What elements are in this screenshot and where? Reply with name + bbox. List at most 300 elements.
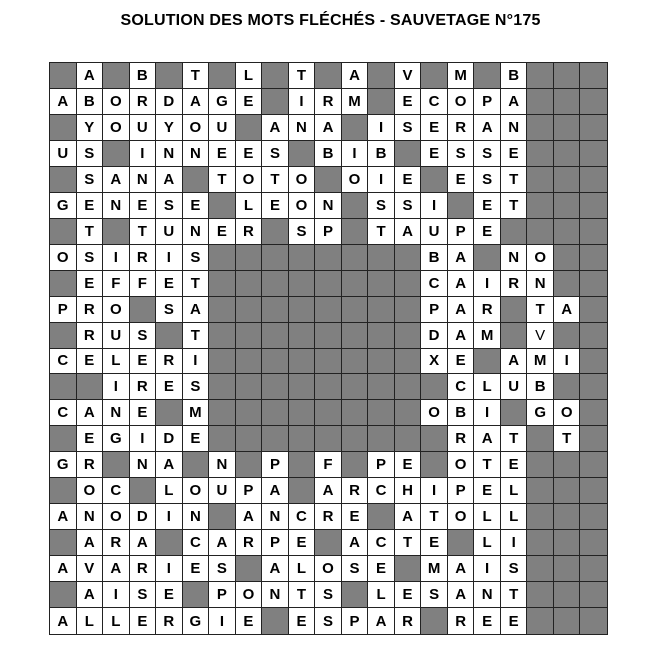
letter-cell: I: [368, 115, 395, 141]
letter-cell: A: [474, 115, 501, 141]
letter-cell: M: [183, 400, 210, 426]
black-cell: [554, 478, 581, 504]
black-cell: [368, 89, 395, 115]
letter-cell: A: [50, 608, 77, 634]
letter-cell: E: [209, 141, 236, 167]
black-cell: [395, 297, 422, 323]
letter-cell: E: [289, 530, 316, 556]
letter-cell: R: [156, 608, 183, 634]
letter-cell: R: [156, 349, 183, 375]
letter-cell: A: [448, 271, 475, 297]
letter-cell: S: [421, 582, 448, 608]
letter-cell: R: [77, 297, 104, 323]
black-cell: [580, 478, 607, 504]
letter-cell: M: [421, 556, 448, 582]
letter-cell: N: [77, 504, 104, 530]
letter-cell: N: [262, 582, 289, 608]
letter-cell: R: [501, 271, 528, 297]
letter-cell: R: [342, 478, 369, 504]
black-cell: [103, 219, 130, 245]
black-cell: [554, 608, 581, 634]
black-cell: [103, 141, 130, 167]
black-cell: [368, 271, 395, 297]
letter-cell: E: [77, 426, 104, 452]
letter-cell: E: [236, 89, 263, 115]
letter-cell: S: [77, 167, 104, 193]
letter-cell: T: [501, 426, 528, 452]
letter-cell: S: [448, 141, 475, 167]
letter-cell: I: [103, 582, 130, 608]
black-cell: [315, 374, 342, 400]
letter-cell: U: [421, 219, 448, 245]
black-cell: [527, 63, 554, 89]
black-cell: [580, 530, 607, 556]
black-cell: [342, 582, 369, 608]
letter-cell: E: [130, 349, 157, 375]
black-cell: [50, 115, 77, 141]
letter-cell: N: [289, 115, 316, 141]
letter-cell: T: [289, 63, 316, 89]
black-cell: [289, 323, 316, 349]
black-cell: [554, 219, 581, 245]
letter-cell: O: [289, 167, 316, 193]
black-cell: [262, 271, 289, 297]
letter-cell: G: [50, 452, 77, 478]
black-cell: [580, 141, 607, 167]
letter-cell: F: [103, 271, 130, 297]
letter-cell: A: [262, 556, 289, 582]
black-cell: [395, 374, 422, 400]
black-cell: [580, 426, 607, 452]
black-cell: [554, 167, 581, 193]
letter-cell: N: [527, 271, 554, 297]
letter-cell: E: [448, 349, 475, 375]
black-cell: [50, 374, 77, 400]
black-cell: [209, 297, 236, 323]
letter-cell: T: [421, 504, 448, 530]
black-cell: [289, 478, 316, 504]
black-cell: [315, 323, 342, 349]
letter-cell: M: [527, 349, 554, 375]
black-cell: [50, 323, 77, 349]
black-cell: [554, 323, 581, 349]
letter-cell: L: [289, 556, 316, 582]
black-cell: [580, 323, 607, 349]
black-cell: [527, 167, 554, 193]
letter-cell: T: [501, 582, 528, 608]
black-cell: [527, 582, 554, 608]
black-cell: [368, 400, 395, 426]
letter-cell: B: [527, 374, 554, 400]
letter-cell: C: [50, 349, 77, 375]
black-cell: [395, 556, 422, 582]
letter-cell: S: [209, 556, 236, 582]
letter-cell: O: [448, 452, 475, 478]
letter-cell: R: [448, 115, 475, 141]
black-cell: [395, 141, 422, 167]
black-cell: [421, 608, 448, 634]
black-cell: [580, 349, 607, 375]
letter-cell: C: [103, 478, 130, 504]
black-cell: [262, 323, 289, 349]
black-cell: [501, 297, 528, 323]
black-cell: [236, 452, 263, 478]
black-cell: [342, 452, 369, 478]
black-cell: [342, 400, 369, 426]
letter-cell: I: [156, 504, 183, 530]
letter-cell: S: [501, 556, 528, 582]
letter-cell: E: [474, 478, 501, 504]
letter-cell: T: [262, 167, 289, 193]
letter-cell: E: [262, 193, 289, 219]
letter-cell: R: [130, 556, 157, 582]
black-cell: [236, 556, 263, 582]
letter-cell: R: [474, 297, 501, 323]
letter-cell: E: [474, 219, 501, 245]
letter-cell: X: [421, 349, 448, 375]
letter-cell: S: [130, 323, 157, 349]
letter-cell: E: [368, 556, 395, 582]
letter-cell: N: [156, 141, 183, 167]
black-cell: [580, 115, 607, 141]
letter-cell: R: [130, 245, 157, 271]
letter-cell: N: [262, 504, 289, 530]
letter-cell: L: [77, 608, 104, 634]
black-cell: [554, 89, 581, 115]
black-cell: [262, 219, 289, 245]
letter-cell: A: [501, 349, 528, 375]
black-cell: [289, 245, 316, 271]
letter-cell: O: [421, 400, 448, 426]
black-cell: [236, 349, 263, 375]
letter-cell: O: [342, 167, 369, 193]
letter-cell: T: [77, 219, 104, 245]
letter-cell: A: [474, 426, 501, 452]
black-cell: [315, 426, 342, 452]
letter-cell: O: [448, 504, 475, 530]
letter-cell: E: [236, 141, 263, 167]
letter-cell: I: [130, 141, 157, 167]
letter-cell: E: [130, 400, 157, 426]
letter-cell: P: [421, 297, 448, 323]
letter-cell: S: [262, 141, 289, 167]
black-cell: [527, 556, 554, 582]
letter-cell: T: [474, 452, 501, 478]
letter-cell: U: [130, 115, 157, 141]
black-cell: [342, 374, 369, 400]
black-cell: [527, 504, 554, 530]
letter-cell: O: [103, 504, 130, 530]
black-cell: [580, 452, 607, 478]
black-cell: [501, 219, 528, 245]
black-cell: [315, 167, 342, 193]
letter-cell: A: [395, 504, 422, 530]
black-cell: [580, 167, 607, 193]
letter-cell: S: [315, 582, 342, 608]
black-cell: [342, 219, 369, 245]
letter-cell: R: [315, 504, 342, 530]
black-cell: [289, 374, 316, 400]
black-cell: [580, 400, 607, 426]
letter-cell: V: [77, 556, 104, 582]
letter-cell: E: [448, 167, 475, 193]
letter-cell: A: [183, 297, 210, 323]
black-cell: [368, 63, 395, 89]
black-cell: [421, 452, 448, 478]
letter-cell: R: [77, 323, 104, 349]
letter-cell: L: [474, 504, 501, 530]
black-cell: [262, 400, 289, 426]
letter-cell: C: [448, 374, 475, 400]
letter-cell: I: [474, 400, 501, 426]
letter-cell: N: [130, 452, 157, 478]
crossword-grid: [49, 62, 608, 635]
black-cell: [103, 63, 130, 89]
black-cell: [395, 323, 422, 349]
letter-cell: O: [103, 115, 130, 141]
letter-cell: C: [421, 89, 448, 115]
letter-cell: I: [156, 556, 183, 582]
letter-cell: E: [395, 89, 422, 115]
black-cell: [262, 349, 289, 375]
black-cell: [289, 141, 316, 167]
black-cell: [395, 426, 422, 452]
black-cell: [289, 452, 316, 478]
letter-cell: T: [183, 271, 210, 297]
black-cell: [289, 349, 316, 375]
letter-cell: V: [527, 323, 554, 349]
letter-cell: E: [474, 193, 501, 219]
black-cell: [421, 167, 448, 193]
letter-cell: E: [183, 556, 210, 582]
letter-cell: L: [236, 193, 263, 219]
black-cell: [527, 193, 554, 219]
black-cell: [209, 63, 236, 89]
letter-cell: T: [289, 582, 316, 608]
black-cell: [580, 89, 607, 115]
letter-cell: T: [368, 219, 395, 245]
black-cell: [580, 245, 607, 271]
letter-cell: O: [183, 478, 210, 504]
letter-cell: E: [209, 219, 236, 245]
letter-cell: P: [342, 608, 369, 634]
black-cell: [156, 400, 183, 426]
letter-cell: P: [209, 582, 236, 608]
black-cell: [554, 530, 581, 556]
letter-cell: E: [77, 271, 104, 297]
black-cell: [527, 426, 554, 452]
letter-cell: G: [527, 400, 554, 426]
black-cell: [342, 426, 369, 452]
letter-cell: I: [474, 556, 501, 582]
letter-cell: H: [395, 478, 422, 504]
black-cell: [289, 297, 316, 323]
letter-cell: D: [156, 89, 183, 115]
black-cell: [50, 271, 77, 297]
black-cell: [395, 349, 422, 375]
letter-cell: D: [421, 323, 448, 349]
letter-cell: A: [315, 478, 342, 504]
letter-cell: O: [50, 245, 77, 271]
letter-cell: E: [395, 452, 422, 478]
black-cell: [527, 478, 554, 504]
letter-cell: N: [183, 141, 210, 167]
black-cell: [236, 245, 263, 271]
letter-cell: E: [501, 608, 528, 634]
black-cell: [580, 374, 607, 400]
black-cell: [50, 478, 77, 504]
letter-cell: A: [130, 530, 157, 556]
letter-cell: O: [448, 89, 475, 115]
letter-cell: P: [474, 89, 501, 115]
letter-cell: I: [368, 167, 395, 193]
letter-cell: E: [156, 582, 183, 608]
black-cell: [342, 349, 369, 375]
black-cell: [368, 374, 395, 400]
black-cell: [315, 400, 342, 426]
letter-cell: R: [395, 608, 422, 634]
black-cell: [289, 271, 316, 297]
letter-cell: C: [421, 271, 448, 297]
black-cell: [156, 323, 183, 349]
letter-cell: O: [77, 478, 104, 504]
black-cell: [368, 323, 395, 349]
letter-cell: P: [448, 219, 475, 245]
letter-cell: D: [130, 504, 157, 530]
letter-cell: R: [130, 374, 157, 400]
letter-cell: S: [289, 219, 316, 245]
letter-cell: A: [448, 556, 475, 582]
letter-cell: Y: [156, 115, 183, 141]
letter-cell: E: [183, 426, 210, 452]
black-cell: [527, 141, 554, 167]
letter-cell: A: [262, 115, 289, 141]
letter-cell: L: [103, 608, 130, 634]
letter-cell: G: [209, 89, 236, 115]
black-cell: [209, 374, 236, 400]
letter-cell: S: [395, 193, 422, 219]
black-cell: [156, 530, 183, 556]
black-cell: [262, 608, 289, 634]
letter-cell: T: [501, 167, 528, 193]
black-cell: [50, 63, 77, 89]
letter-cell: A: [448, 297, 475, 323]
black-cell: [50, 167, 77, 193]
black-cell: [315, 530, 342, 556]
letter-cell: L: [474, 374, 501, 400]
black-cell: [368, 349, 395, 375]
letter-cell: A: [448, 582, 475, 608]
black-cell: [580, 193, 607, 219]
letter-cell: B: [130, 63, 157, 89]
letter-cell: A: [156, 452, 183, 478]
letter-cell: I: [501, 530, 528, 556]
letter-cell: I: [103, 245, 130, 271]
letter-cell: O: [183, 115, 210, 141]
black-cell: [103, 452, 130, 478]
black-cell: [554, 63, 581, 89]
letter-cell: U: [501, 374, 528, 400]
letter-cell: B: [368, 141, 395, 167]
letter-cell: N: [501, 115, 528, 141]
letter-cell: A: [342, 530, 369, 556]
black-cell: [236, 271, 263, 297]
letter-cell: U: [156, 219, 183, 245]
letter-cell: N: [501, 245, 528, 271]
letter-cell: L: [156, 478, 183, 504]
black-cell: [554, 193, 581, 219]
letter-cell: G: [103, 426, 130, 452]
letter-cell: A: [236, 504, 263, 530]
letter-cell: I: [474, 271, 501, 297]
black-cell: [554, 452, 581, 478]
black-cell: [368, 504, 395, 530]
letter-cell: T: [183, 63, 210, 89]
black-cell: [580, 271, 607, 297]
letter-cell: E: [421, 141, 448, 167]
black-cell: [262, 245, 289, 271]
black-cell: [50, 219, 77, 245]
black-cell: [262, 63, 289, 89]
black-cell: [368, 426, 395, 452]
letter-cell: U: [209, 478, 236, 504]
letter-cell: F: [130, 271, 157, 297]
letter-cell: F: [315, 452, 342, 478]
letter-cell: O: [554, 400, 581, 426]
letter-cell: A: [50, 556, 77, 582]
black-cell: [315, 349, 342, 375]
letter-cell: S: [315, 608, 342, 634]
black-cell: [236, 426, 263, 452]
letter-cell: A: [77, 530, 104, 556]
letter-cell: I: [103, 374, 130, 400]
letter-cell: B: [421, 245, 448, 271]
letter-cell: A: [77, 582, 104, 608]
letter-cell: R: [103, 530, 130, 556]
letter-cell: R: [448, 608, 475, 634]
black-cell: [183, 582, 210, 608]
letter-cell: P: [315, 219, 342, 245]
black-cell: [580, 556, 607, 582]
black-cell: [448, 193, 475, 219]
black-cell: [474, 349, 501, 375]
black-cell: [183, 452, 210, 478]
letter-cell: R: [315, 89, 342, 115]
black-cell: [77, 374, 104, 400]
letter-cell: R: [130, 89, 157, 115]
letter-cell: S: [156, 193, 183, 219]
letter-cell: S: [183, 245, 210, 271]
letter-cell: G: [183, 608, 210, 634]
black-cell: [421, 63, 448, 89]
letter-cell: C: [289, 504, 316, 530]
letter-cell: L: [368, 582, 395, 608]
black-cell: [580, 63, 607, 89]
letter-cell: O: [103, 89, 130, 115]
letter-cell: L: [103, 349, 130, 375]
black-cell: [342, 193, 369, 219]
black-cell: [395, 400, 422, 426]
letter-cell: B: [501, 63, 528, 89]
letter-cell: O: [103, 297, 130, 323]
black-cell: [554, 582, 581, 608]
letter-cell: N: [103, 400, 130, 426]
letter-cell: V: [395, 63, 422, 89]
black-cell: [501, 400, 528, 426]
letter-cell: A: [448, 245, 475, 271]
black-cell: [262, 426, 289, 452]
letter-cell: A: [50, 89, 77, 115]
